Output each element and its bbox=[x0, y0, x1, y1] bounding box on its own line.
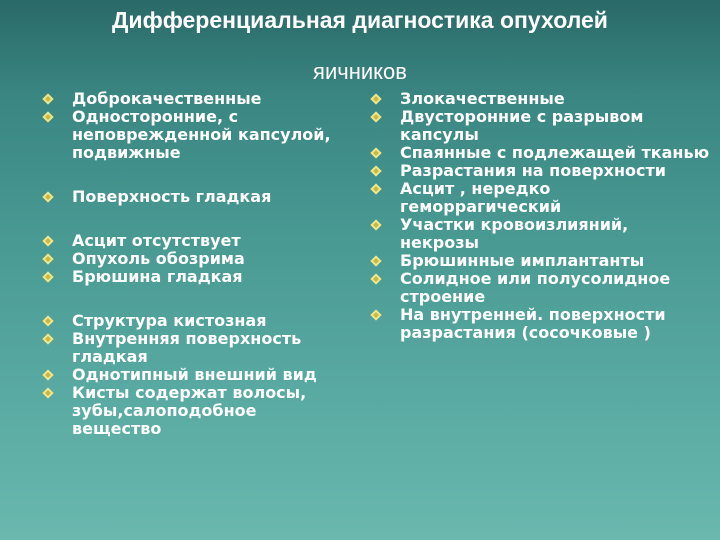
malignant-item-text: На внутренней. поверхности разрастания (сосочковые ) bbox=[400, 305, 666, 342]
benign-item-text: Односторонние, с неповрежденной капсулой, подвижные bbox=[72, 107, 331, 162]
benign-item bbox=[44, 90, 344, 108]
title-line-1: Дифференциальная диагностика опухолей bbox=[112, 7, 608, 33]
benign-item-text: Брюшина гладкая bbox=[72, 267, 243, 286]
benign-item bbox=[44, 108, 344, 162]
malignant-item-text: Солидное или полусолидное строение bbox=[400, 269, 671, 306]
benign-item-text: Опухоль обозрима bbox=[72, 249, 245, 268]
malignant-item-text: Брюшинные имплантанты bbox=[400, 251, 645, 270]
diamond-bullet-icon bbox=[42, 271, 53, 282]
diamond-bullet-icon bbox=[370, 111, 381, 122]
diamond-bullet-icon bbox=[370, 219, 381, 230]
diamond-bullet-icon bbox=[370, 309, 381, 320]
benign-item-text: Структура кистозная bbox=[72, 311, 267, 330]
malignant-item bbox=[372, 108, 712, 144]
benign-item-text: Внутренняя поверхность гладкая bbox=[72, 329, 302, 366]
malignant-item bbox=[372, 216, 712, 252]
diamond-bullet-icon bbox=[370, 165, 381, 176]
malignant-item bbox=[372, 270, 712, 306]
title-line-2: яичников bbox=[313, 59, 407, 84]
diamond-bullet-icon bbox=[370, 93, 381, 104]
benign-item bbox=[44, 268, 344, 286]
benign-item bbox=[44, 232, 344, 250]
slide-title bbox=[0, 6, 720, 86]
malignant-item-text: Участки кровоизлияний, некрозы bbox=[400, 215, 629, 252]
diamond-bullet-icon bbox=[370, 183, 381, 194]
malignant-column bbox=[372, 90, 712, 342]
malignant-item-text: Разрастания на поверхности bbox=[400, 161, 666, 180]
diamond-bullet-icon bbox=[42, 315, 53, 326]
malignant-item bbox=[372, 90, 712, 108]
diamond-bullet-icon bbox=[42, 111, 53, 122]
benign-item-text: Асцит отсутствует bbox=[72, 231, 241, 250]
benign-column bbox=[44, 90, 344, 438]
benign-item bbox=[44, 330, 344, 366]
diamond-bullet-icon bbox=[42, 253, 53, 264]
benign-item bbox=[44, 312, 344, 330]
malignant-item bbox=[372, 144, 712, 162]
diamond-bullet-icon bbox=[370, 147, 381, 158]
malignant-item bbox=[372, 306, 712, 342]
malignant-item-text: Асцит , нередко геморрагический bbox=[400, 179, 562, 216]
malignant-item-text: Спаянные с подлежащей тканью bbox=[400, 143, 710, 162]
malignant-item bbox=[372, 162, 712, 180]
diamond-bullet-icon bbox=[42, 191, 53, 202]
diamond-bullet-icon bbox=[42, 333, 53, 344]
benign-item-text: Поверхность гладкая bbox=[72, 187, 272, 206]
benign-item-text: Однотипный внешний вид bbox=[72, 365, 317, 384]
diamond-bullet-icon bbox=[370, 255, 381, 266]
benign-item bbox=[44, 384, 344, 438]
diamond-bullet-icon bbox=[370, 273, 381, 284]
malignant-item-text: Злокачественные bbox=[400, 89, 565, 108]
benign-item bbox=[44, 250, 344, 268]
benign-item-text: Доброкачественные bbox=[72, 89, 262, 108]
diamond-bullet-icon bbox=[42, 235, 53, 246]
malignant-item bbox=[372, 180, 712, 216]
diamond-bullet-icon bbox=[42, 369, 53, 380]
malignant-item-text: Двусторонние с разрывом капсулы bbox=[400, 107, 644, 144]
benign-item bbox=[44, 188, 344, 206]
benign-item-text: Кисты содержат волосы, зубы,салоподобное вещество bbox=[72, 383, 307, 438]
diamond-bullet-icon bbox=[42, 93, 53, 104]
benign-item bbox=[44, 366, 344, 384]
diamond-bullet-icon bbox=[42, 387, 53, 398]
malignant-item bbox=[372, 252, 712, 270]
